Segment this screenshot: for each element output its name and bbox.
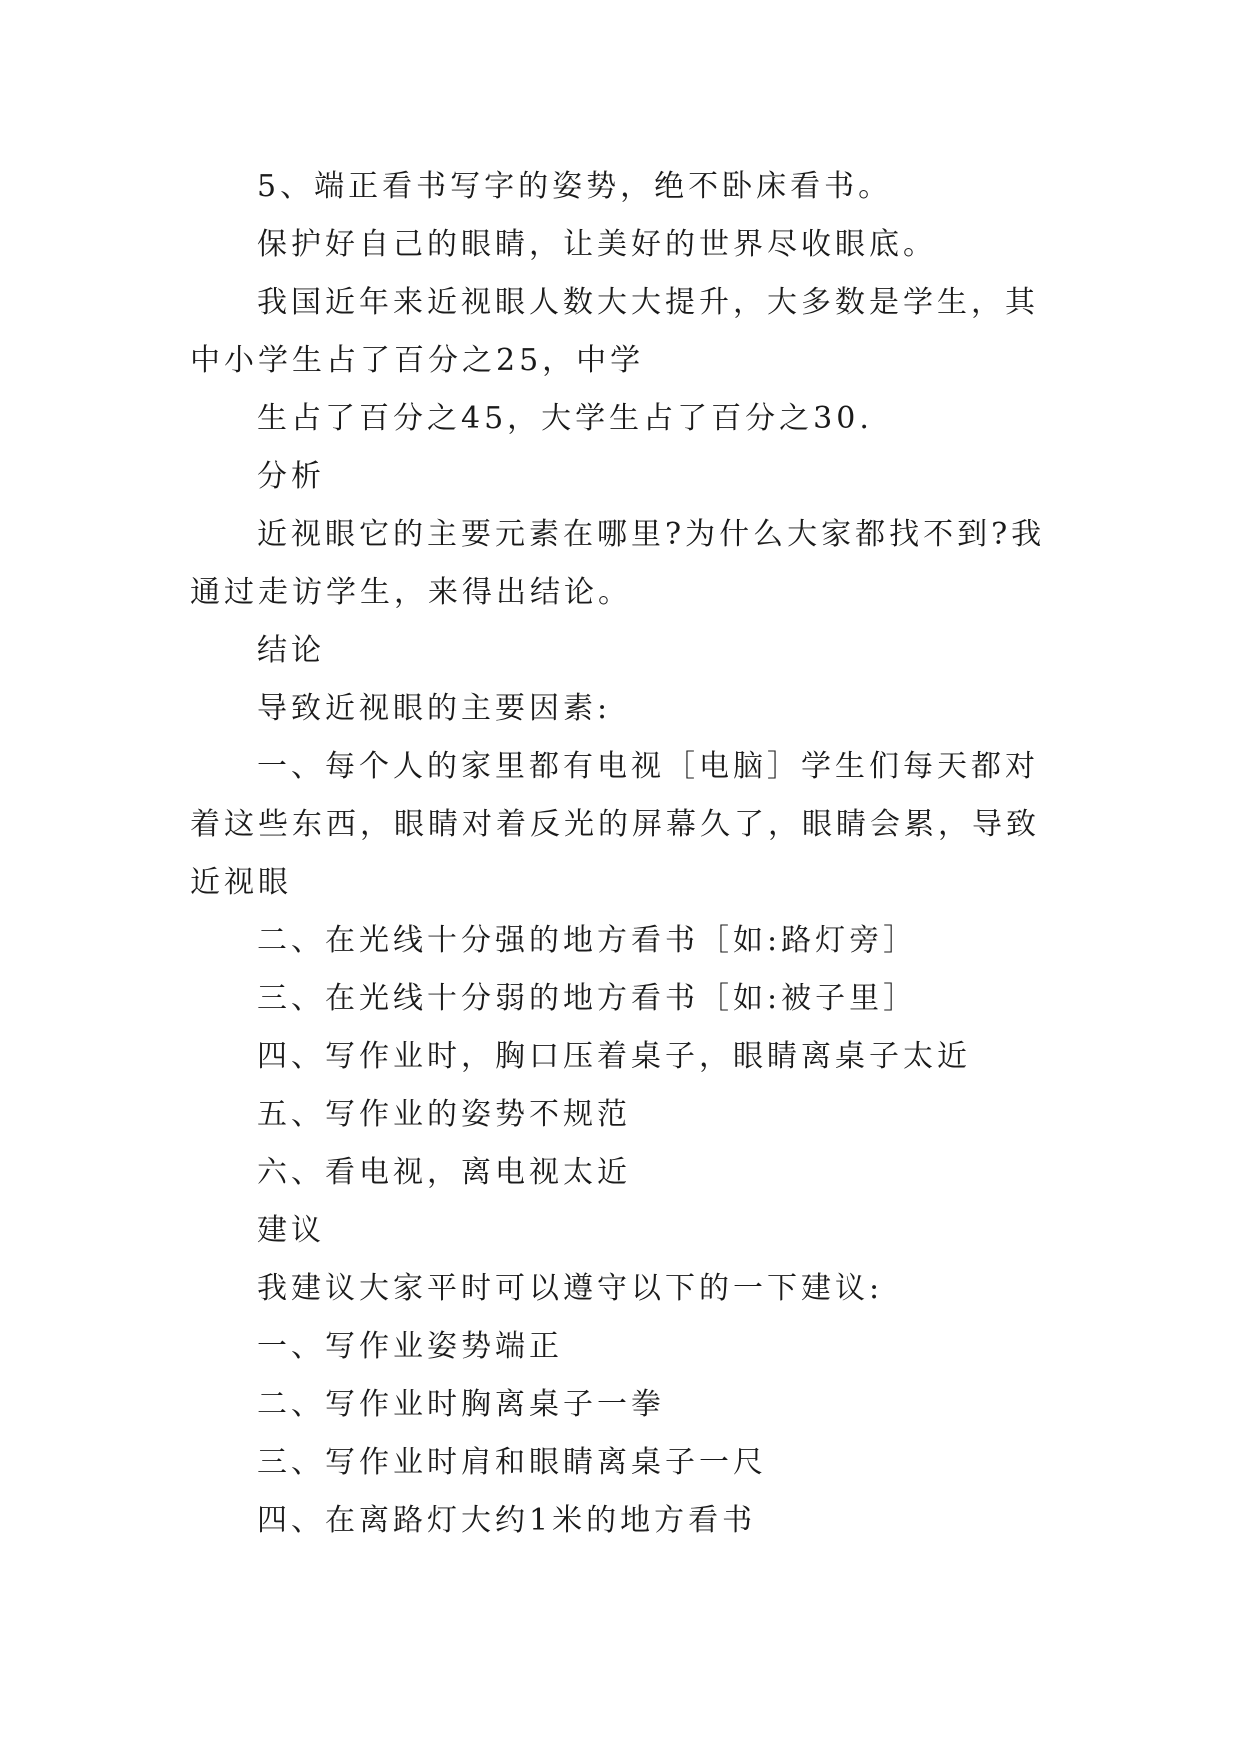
paragraph-causes-intro: 导致近视眼的主要因素: [257, 691, 612, 726]
list-item-cause-3: 三、在光线十分弱的地方看书［如:被子里］ [257, 981, 918, 1016]
list-item-suggestion-1: 一、写作业姿势端正 [257, 1329, 563, 1364]
list-item-cause-2: 二、在光线十分强的地方看书［如:路灯旁］ [257, 923, 918, 958]
document-body [190, 158, 1060, 1550]
list-item-suggestion-2: 二、写作业时胸离桌子一拳 [257, 1387, 665, 1422]
paragraph-protect-eyes: 保护好自己的眼睛，让美好的世界尽收眼底。 [257, 227, 937, 262]
heading-analysis: 分析 [257, 459, 325, 494]
heading-conclusion: 结论 [257, 633, 325, 668]
list-item-cause-4: 四、写作业时，胸口压着桌子，眼睛离桌子太近 [257, 1039, 971, 1074]
paragraph-statistics-part1: 我国近年来近视眼人数大大提升，大多数是学生，其中小学生占了百分之25，中学 [190, 285, 1039, 378]
paragraph-statistics-part2: 生占了百分之45，大学生占了百分之30. [257, 401, 873, 436]
list-item-cause-1: 一、每个人的家里都有电视［电脑］学生们每天都对着这些东西，眼睛对着反光的屏幕久了，眼睛会累，导致近视眼 [190, 749, 1040, 900]
list-item-suggestion-4: 四、在离路灯大约1米的地方看书 [257, 1503, 757, 1538]
list-item-cause-6: 六、看电视，离电视太近 [257, 1155, 631, 1190]
list-item-suggestion-3: 三、写作业时肩和眼睛离桌子一尺 [257, 1445, 767, 1480]
list-item-cause-5: 五、写作业的姿势不规范 [257, 1097, 631, 1132]
paragraph-posture-tip: 5、端正看书写字的姿势，绝不卧床看书。 [257, 169, 893, 204]
heading-suggestions: 建议 [257, 1213, 325, 1248]
paragraph-analysis: 近视眼它的主要元素在哪里?为什么大家都找不到?我通过走访学生，来得出结论。 [190, 517, 1046, 610]
paragraph-suggestions-intro: 我建议大家平时可以遵守以下的一下建议: [257, 1271, 884, 1306]
